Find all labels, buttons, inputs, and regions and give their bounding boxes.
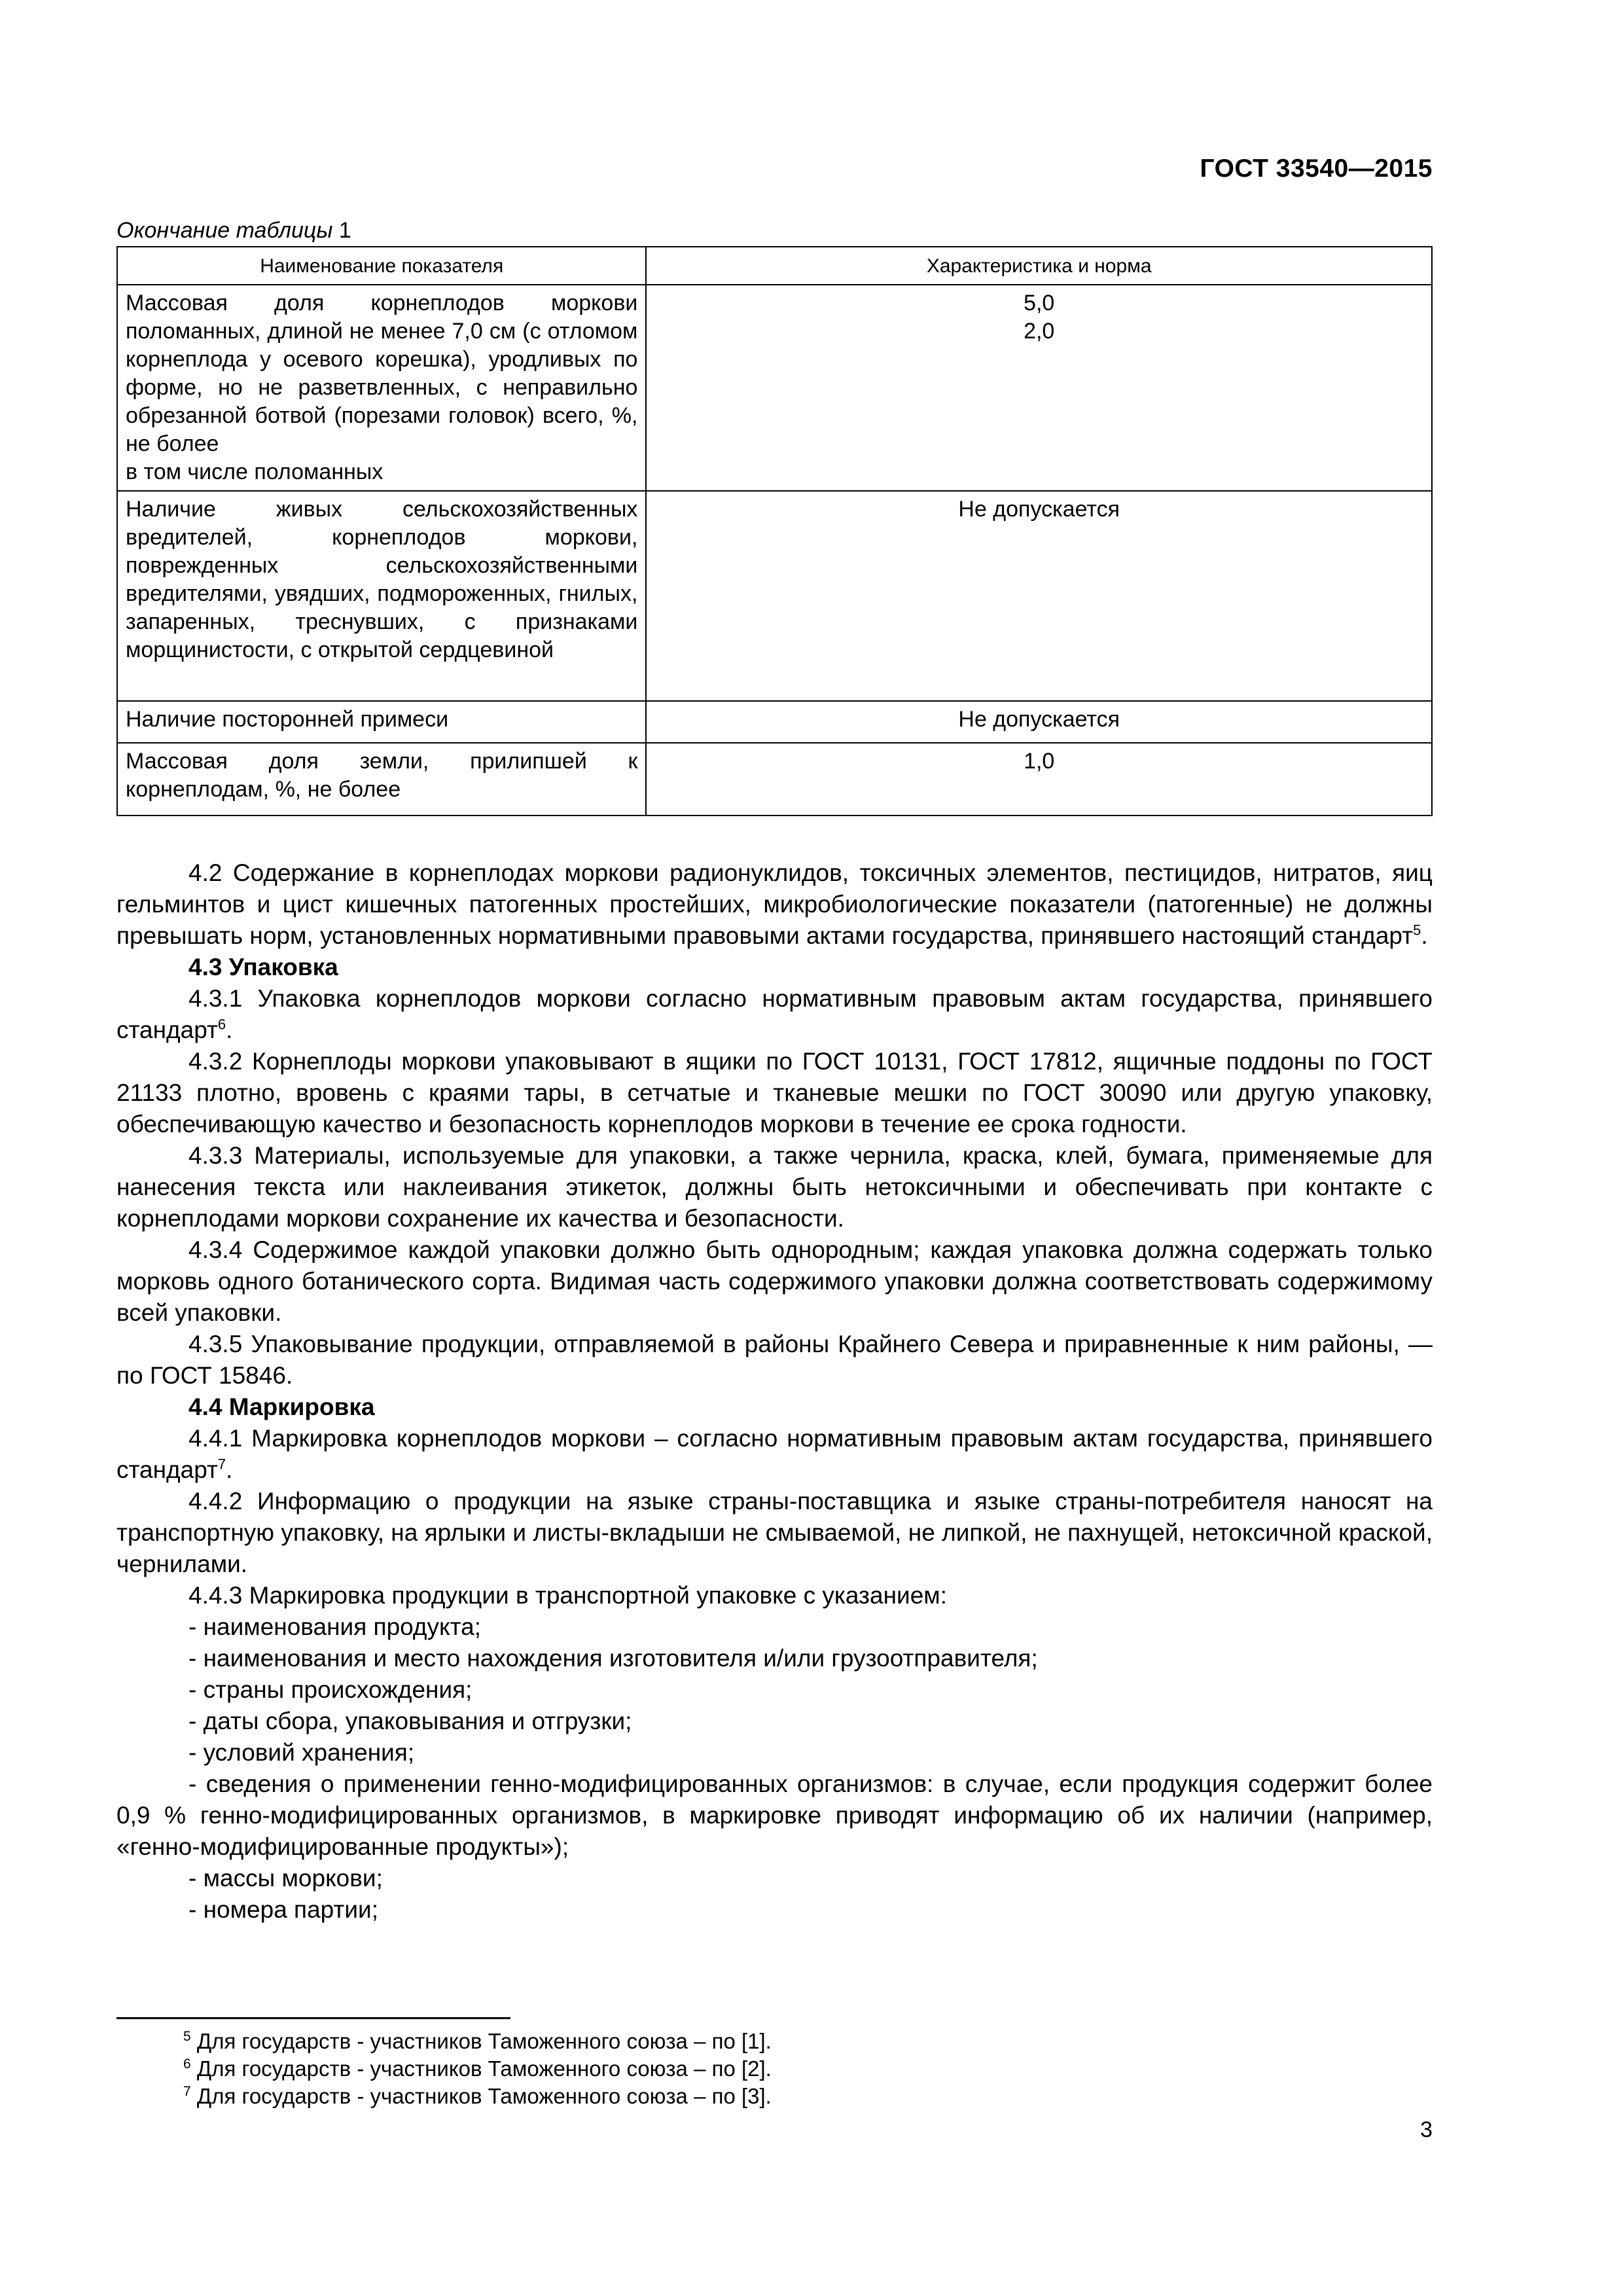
footnote-ref: 6 <box>217 1016 226 1033</box>
paragraph-text: 4.4.1 Маркировка корнеплодов моркови – согласно нормативным правовым актам государства, принявшего стандарт <box>116 1425 1433 1483</box>
table-header-row <box>117 247 1432 285</box>
table-cell-name: Массовая доля земли, прилипшей к корнеплодам, %, не более <box>117 743 646 816</box>
section-heading-4-3: 4.3 Упаковка <box>188 954 338 980</box>
paragraph-4-3-2: 4.3.2 Корнеплоды моркови упаковывают в ящики по ГОСТ 10131, ГОСТ 17812, ящичные поддоны по ГОСТ 21133 плотно, вровень с краями тары, в сетчатые и тканевые мешки по ГОСТ 30090 или другую упаковку, обеспечивающую качество и безопасность корнеплодов моркови в течение ее срока годности. <box>116 1048 1433 1138</box>
list-item: - даты сбора, упаковывания и отгрузки; <box>188 1708 632 1734</box>
footnote-ref: 7 <box>217 1456 226 1473</box>
table-cell-name <box>117 285 646 491</box>
document-body <box>116 857 1433 1926</box>
footnote-number: 6 <box>183 2056 191 2072</box>
list-item: - номера партии; <box>188 1896 379 1923</box>
list-item: - массы моркови; <box>188 1865 383 1892</box>
footnote-divider <box>116 2017 510 2019</box>
table-cell-value <box>646 285 1432 491</box>
list-item: - наименования и место нахождения изготовителя и/или грузоотправителя; <box>188 1645 1038 1672</box>
footnote-text: Для государств - участников Таможенного союза – по [3]. <box>196 2084 772 2108</box>
column-header-value: Характеристика и норма <box>646 247 1432 285</box>
paragraph-4-3-3: 4.3.3 Материалы, используемые для упаковки, а также чернила, краска, клей, бумага, применяемые для нанесения текста или наклеивания этикеток, должны быть нетоксичными и обеспечивать при контакте с корнеплодами моркови сохранение их качества и безопасности. <box>116 1142 1433 1232</box>
table-caption <box>116 218 351 243</box>
row-value-subtext: 2,0 <box>1024 319 1055 344</box>
paragraph-4-3-4: 4.3.4 Содержимое каждой упаковки должно быть однородным; каждая упаковка должна содержать только морковь одного ботанического сорта. Видимая часть содержимого упаковки должна соответствовать содержимому всей упаковки. <box>116 1236 1433 1326</box>
row-value-text: 5,0 <box>1024 291 1055 315</box>
paragraph-4-4-2: 4.4.2 Информацию о продукции на языке страны-поставщика и языке страны-потребителя наносят на транспортную упаковку, на ярлыки и листы-вкладыши не смываемой, не липкой, не пахнущей, нетоксичной краской, чернилами. <box>116 1488 1433 1577</box>
footnote <box>183 2028 772 2055</box>
table-cell-value: 1,0 <box>646 743 1432 816</box>
paragraph-4-4-1: 4.4.1 Маркировка корнеплодов моркови – согласно нормативным правовым актам государства, принявшего стандарт$^7$. <box>116 1425 1433 1483</box>
column-header-name: Наименование показателя <box>117 247 646 285</box>
footnote <box>183 2055 772 2083</box>
paragraph-4-2: 4.2 Содержание в корнеплодах моркови радионуклидов, токсичных элементов, пестицидов, нитратов, яиц гельминтов и цист кишечных патогенных простейших, микробиологические показатели (патогенные) не должны превышать норм, установленных нормативными правовыми актами государства, принявшего настоящий стандарт$^5$. <box>116 859 1433 949</box>
list-item: - условий хранения; <box>188 1739 415 1766</box>
list-item-gmo: - сведения о применении генно-модифицированных организмов: в случае, если продукция содержит более 0,9 % генно-модифицированных организмов, в маркировке приводят информацию об их наличии (например, «генно-модифицированные продукты»); <box>116 1770 1433 1860</box>
row-name-text: Массовая доля корнеплодов моркови поломанных, длиной не менее 7,0 см (с отломом корнеплода у осевого корешка), уродливых по форме, но не разветвленных, с неправильно обрезанной ботвой (порезами головок) всего, %, не более <box>126 291 638 456</box>
footnote-ref: 5 <box>1413 922 1421 939</box>
table-caption-label: Окончание таблицы <box>116 218 333 243</box>
footnote-number: 5 <box>183 2029 191 2044</box>
table-row <box>117 743 1432 816</box>
footnote-number: 7 <box>183 2084 191 2099</box>
list-item: - страны происхождения; <box>188 1676 473 1703</box>
table-cell-value: Не допускается <box>646 491 1432 701</box>
footnote-text: Для государств - участников Таможенного союза – по [1]. <box>196 2029 772 2053</box>
table-cell-value: Не допускается <box>646 701 1432 743</box>
page-number: 3 <box>1420 2117 1433 2142</box>
paragraph-text: 4.3.1 Упаковка корнеплодов моркови согласно нормативным правовым актам государства, принявшего стандарт <box>116 985 1433 1043</box>
footnote <box>183 2083 772 2110</box>
table-caption-number: 1 <box>338 218 351 243</box>
list-item: - наименования продукта; <box>188 1613 481 1640</box>
table-row <box>117 491 1432 701</box>
table-row <box>117 701 1432 743</box>
footnotes <box>183 2028 772 2110</box>
section-heading-4-4: 4.4 Маркировка <box>188 1393 375 1420</box>
paragraph-4-4-3: 4.4.3 Маркировка продукции в транспортной упаковке с указанием: <box>188 1582 947 1609</box>
footnote-text: Для государств - участников Таможенного союза – по [2]. <box>196 2056 772 2081</box>
paragraph-text: 4.2 Содержание в корнеплодах моркови радионуклидов, токсичных элементов, пестицидов, нитратов, яиц гельминтов и цист кишечных патогенных простейших, микробиологические показатели (патогенные) не должны превышать норм, установленных нормативными правовыми актами государства, принявшего настоящий стандарт <box>116 859 1433 949</box>
paragraph-4-3-5: 4.3.5 Упаковывание продукции, отправляемой в районы Крайнего Севера и приравненные к ним районы, — по ГОСТ 15846. <box>116 1331 1433 1389</box>
document-header: ГОСТ 33540—2015 <box>1200 154 1433 183</box>
table-row <box>117 285 1432 491</box>
spec-table <box>116 246 1433 816</box>
paragraph-4-3-1: 4.3.1 Упаковка корнеплодов моркови согласно нормативным правовым актам государства, принявшего стандарт$^6$. <box>116 985 1433 1043</box>
row-name-subtext: в том числе поломанных <box>126 459 383 484</box>
table-cell-name: Наличие живых сельскохозяйственных вредителей, корнеплодов моркови, поврежденных сельскохозяйственными вредителями, увядших, подмороженных, гнилых, запаренных, треснувших, с признаками морщинистости, с открытой сердцевиной <box>117 491 646 701</box>
table-cell-name: Наличие посторонней примеси <box>117 701 646 743</box>
